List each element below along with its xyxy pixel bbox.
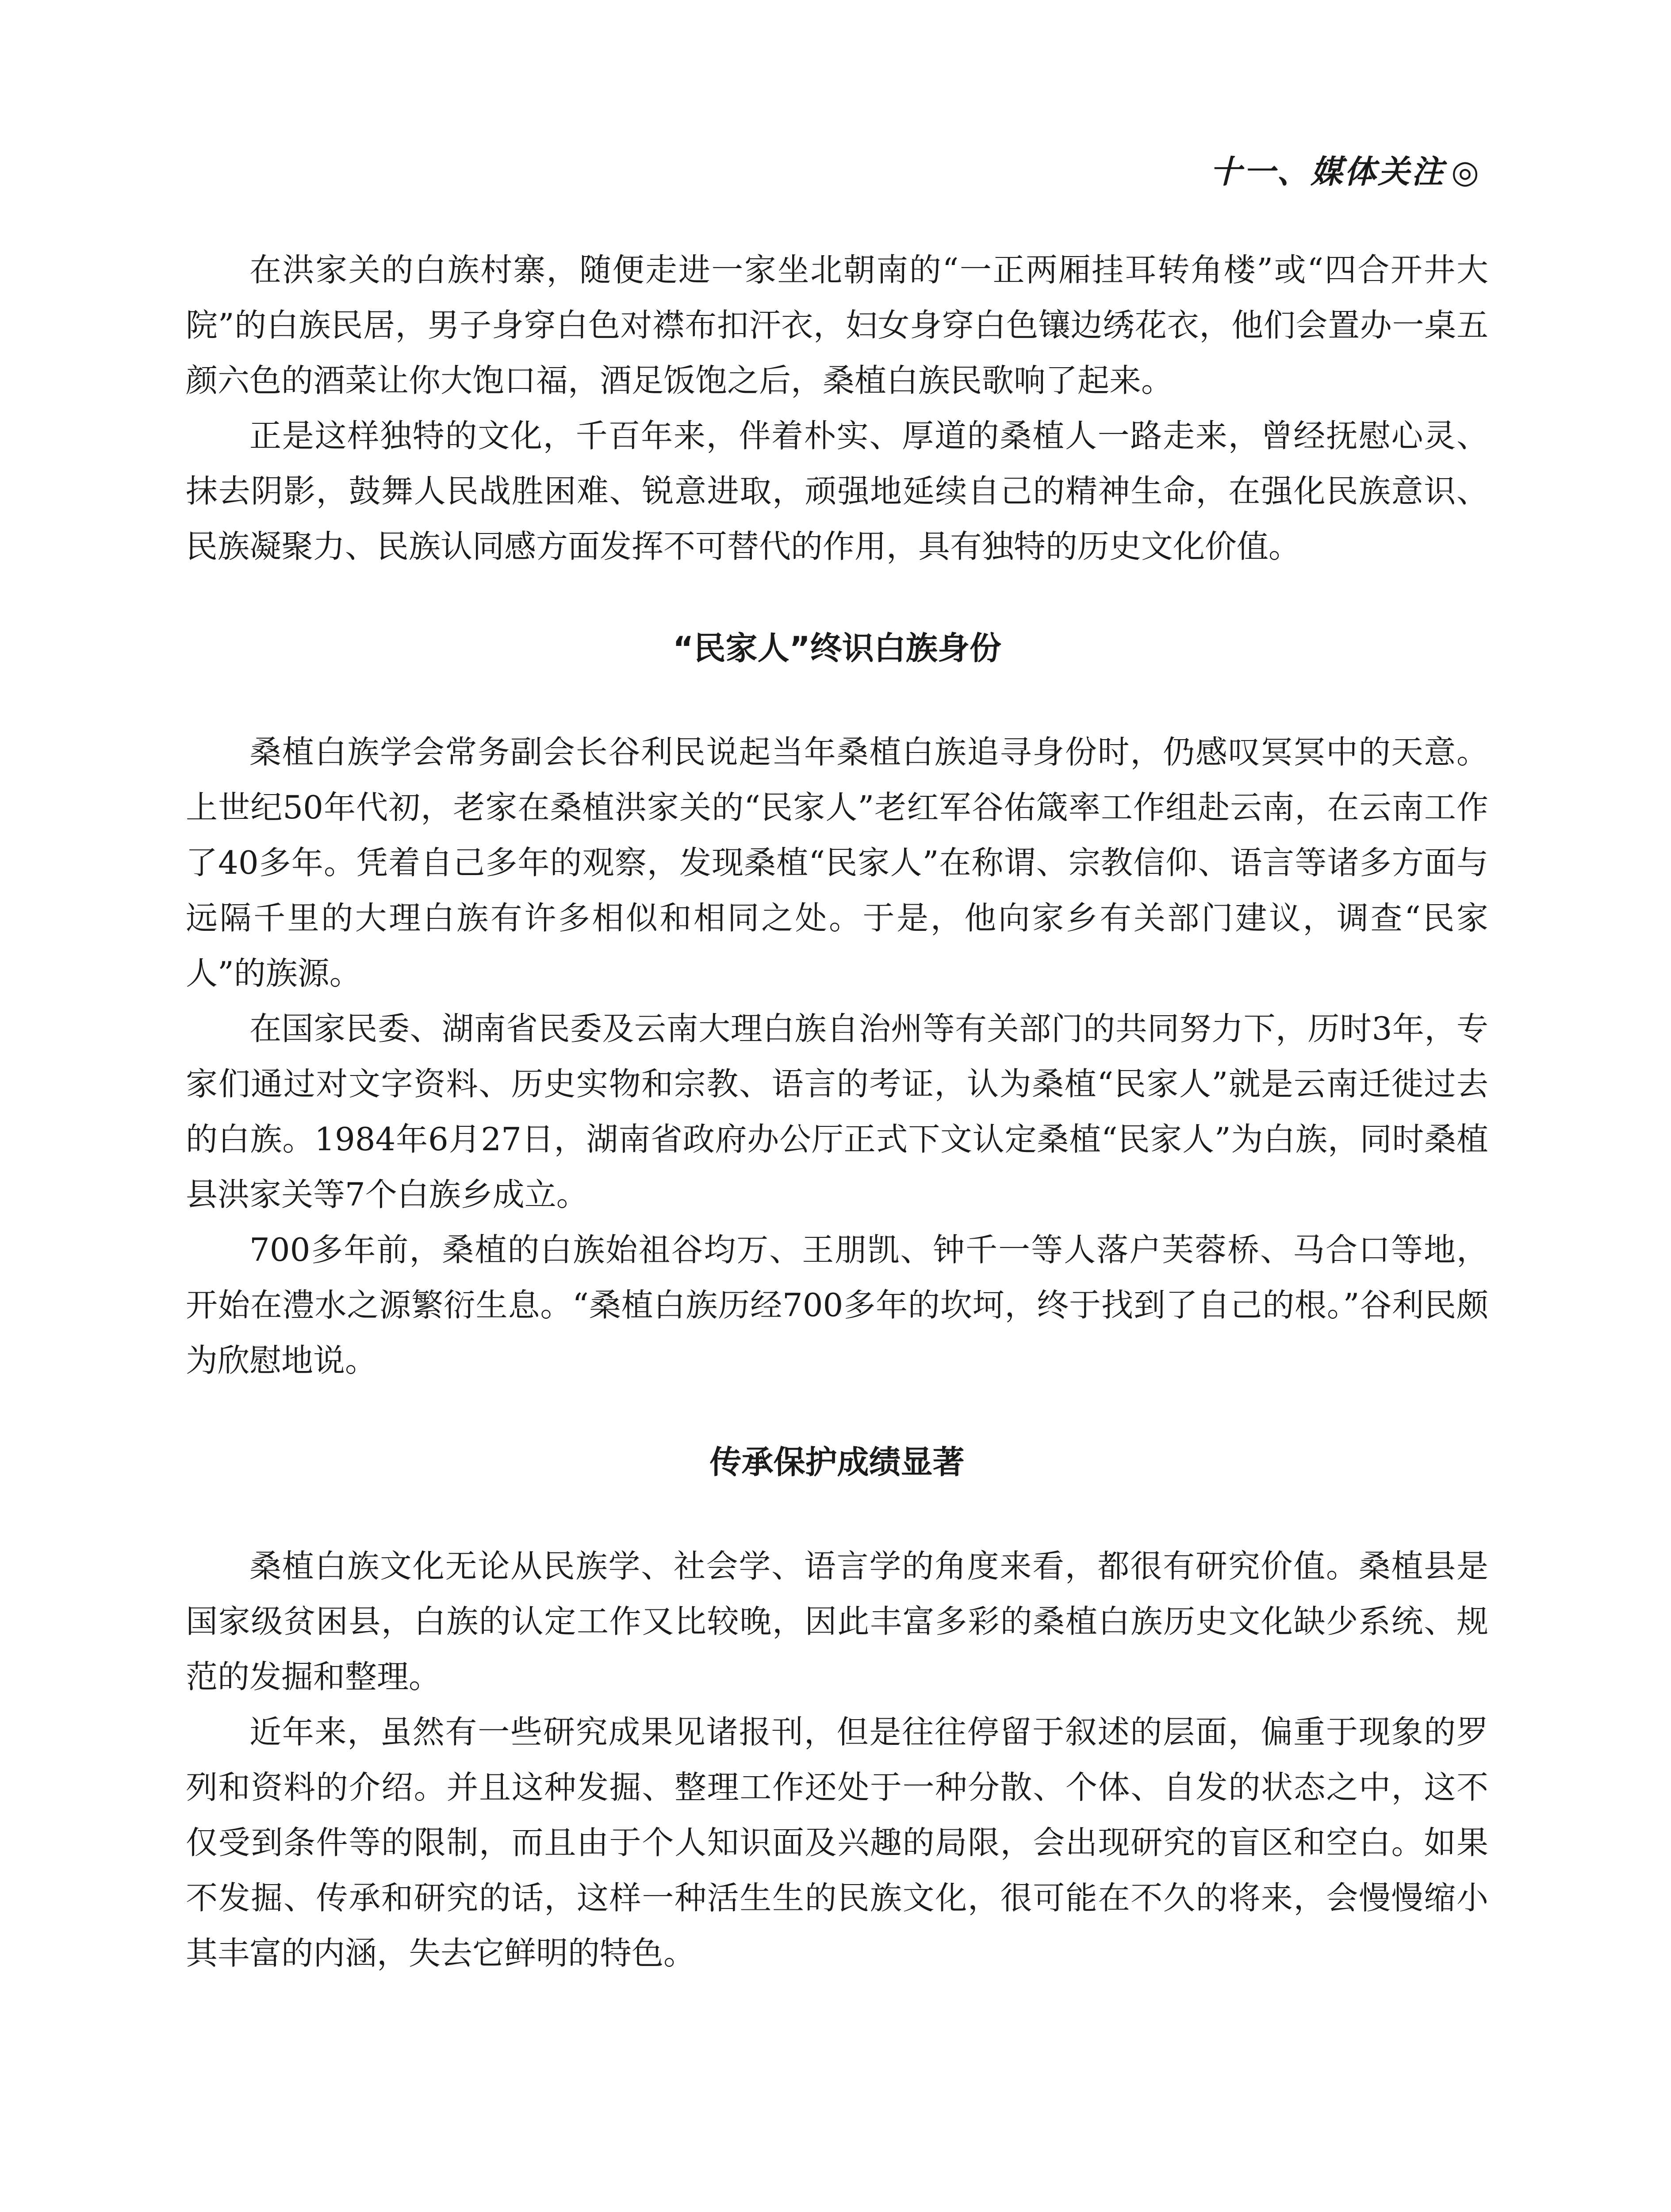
circle-mark-icon: ◎: [1451, 153, 1481, 190]
paragraph: 正是这样独特的文化，千百年来，伴着朴实、厚道的桑植人一路走来，曾经抚慰心灵、抹去阴影，鼓舞人民战胜困难、锐意进取，顽强地延续自己的精神生命，在强化民族意识、民族凝聚力、民族认同感方面发挥不可替代的作用，具有独特的历史文化价值。: [186, 417, 1488, 565]
paragraph: 近年来，虽然有一些研究成果见诸报刊，但是往往停留于叙述的层面，偏重于现象的罗列和资料的介绍。并且这种发掘、整理工作还处于一种分散、个体、自发的状态之中，这不仅受到条件等的限制，而且由于个人知识面及兴趣的局限，会出现研究的盲区和空白。如果不发掘、传承和研究的话，这样一种活生生的民族文化，很可能在不久的将来，会慢慢缩小其丰富的内涵，失去它鲜明的特色。: [186, 1713, 1488, 1972]
paragraph: 在洪家关的白族村寨，随便走进一家坐北朝南的“一正两厢挂耳转角楼”或“四合开井大院”的白族民居，男子身穿白色对襟布扣汗衣，妇女身穿白色镶边绣花衣，他们会置办一桌五颜六色的酒菜让你大饱口福，酒足饭饱之后，桑植白族民歌响了起来。: [186, 251, 1488, 399]
section-heading: 传承保护成绩显著: [709, 1444, 965, 1481]
running-header: [1210, 146, 1481, 192]
paragraph: 700多年前，桑植的白族始祖谷均万、王朋凯、钟千一等人落户芙蓉桥、马合口等地，开始在澧水之源繁衍生息。“桑植白族历经700多年的坎坷，终于找到了自己的根。”谷利民颇为欣慰地说。: [186, 1231, 1488, 1379]
paragraph: 在国家民委、湖南省民委及云南大理白族自治州等有关部门的共同努力下，历时3年，专家们通过对文字资料、历史实物和宗教、语言的考证，认为桑植“民家人”就是云南迁徙过去的白族。1984年6月27日，湖南省政府办公厅正式下文认定桑植“民家人”为白族，同时桑植县洪家关等7个白族乡成立。: [186, 1010, 1488, 1213]
running-title: 十一、媒体关注: [1210, 153, 1445, 190]
paragraph: 桑植白族文化无论从民族学、社会学、语言学的角度来看，都很有研究价值。桑植县是国家级贫困县，白族的认定工作又比较晚，因此丰富多彩的桑植白族历史文化缺少系统、规范的发掘和整理。: [186, 1548, 1488, 1695]
paragraph: 桑植白族学会常务副会长谷利民说起当年桑植白族追寻身份时，仍感叹冥冥中的天意。上世纪50年代初，老家在桑植洪家关的“民家人”老红军谷佑箴率工作组赴云南，在云南工作了40多年。凭着自己多年的观察，发现桑植“民家人”在称谓、宗教信仰、语言等诸多方面与远隔千里的大理白族有许多相似和相同之处。于是，他向家乡有关部门建议，调查“民家人”的族源。: [186, 733, 1488, 992]
page-body: [186, 242, 1488, 1981]
section-heading: “民家人”终识白族身份: [673, 630, 1001, 667]
